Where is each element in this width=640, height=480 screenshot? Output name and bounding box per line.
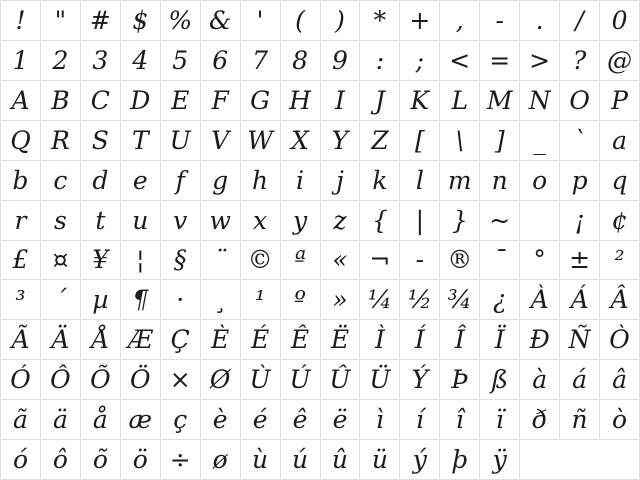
glyph-cell[interactable]: í	[400, 400, 439, 439]
glyph-cell[interactable]: ¸	[201, 280, 240, 319]
glyph-cell[interactable]: Q	[1, 121, 40, 160]
glyph-cell[interactable]: ÿ	[480, 440, 519, 479]
glyph-cell[interactable]: -	[480, 1, 519, 40]
glyph-cell[interactable]: Ö	[121, 360, 160, 399]
glyph-cell[interactable]: B	[41, 81, 80, 120]
glyph-cell[interactable]: l	[400, 161, 439, 200]
glyph-cell[interactable]: £	[1, 241, 40, 280]
glyph-cell[interactable]: w	[201, 201, 240, 240]
glyph-cell[interactable]: Ñ	[560, 320, 599, 359]
glyph-cell[interactable]: Ï	[480, 320, 519, 359]
glyph-cell[interactable]: p	[560, 161, 599, 200]
glyph-cell[interactable]: É	[241, 320, 280, 359]
glyph-cell[interactable]: q	[600, 161, 639, 200]
glyph-cell[interactable]: W	[241, 121, 280, 160]
glyph-cell[interactable]: a	[600, 121, 639, 160]
glyph-cell[interactable]: Ç	[161, 320, 200, 359]
glyph-cell[interactable]: ô	[41, 440, 80, 479]
glyph-cell[interactable]: ì	[360, 400, 399, 439]
glyph-cell[interactable]: @	[600, 41, 639, 80]
glyph-cell[interactable]: á	[560, 360, 599, 399]
glyph-cell[interactable]: ø	[201, 440, 240, 479]
glyph-cell[interactable]: 6	[201, 41, 240, 80]
glyph-cell[interactable]: ;	[400, 41, 439, 80]
glyph-cell[interactable]: Ò	[600, 320, 639, 359]
glyph-cell[interactable]: r	[1, 201, 40, 240]
glyph-cell[interactable]: 5	[161, 41, 200, 80]
glyph-cell[interactable]: V	[201, 121, 240, 160]
glyph-cell[interactable]: 9	[321, 41, 360, 80]
glyph-cell[interactable]: d	[81, 161, 120, 200]
glyph-cell[interactable]: ±	[560, 241, 599, 280]
glyph-cell[interactable]: Ø	[201, 360, 240, 399]
glyph-cell[interactable]: Ã	[1, 320, 40, 359]
glyph-cell[interactable]: Ä	[41, 320, 80, 359]
glyph-cell[interactable]: ,	[440, 1, 479, 40]
glyph-cell[interactable]: L	[440, 81, 479, 120]
glyph-cell[interactable]: Î	[440, 320, 479, 359]
glyph-cell[interactable]: ¶	[121, 280, 160, 319]
glyph-cell[interactable]: T	[121, 121, 160, 160]
glyph-cell[interactable]: ½	[400, 280, 439, 319]
glyph-cell[interactable]: ª	[281, 241, 320, 280]
glyph-cell[interactable]: ÷	[161, 440, 200, 479]
glyph-cell[interactable]: H	[281, 81, 320, 120]
glyph-cell[interactable]: Þ	[440, 360, 479, 399]
glyph-cell[interactable]: e	[121, 161, 160, 200]
glyph-cell[interactable]: ý	[400, 440, 439, 479]
glyph-cell[interactable]: Y	[321, 121, 360, 160]
glyph-cell[interactable]: <	[440, 41, 479, 80]
glyph-cell[interactable]: }	[440, 201, 479, 240]
glyph-cell[interactable]: Ü	[360, 360, 399, 399]
glyph-cell[interactable]: m	[440, 161, 479, 200]
glyph-cell[interactable]: ¨	[201, 241, 240, 280]
glyph-cell[interactable]: >	[520, 41, 559, 80]
glyph-cell[interactable]: ü	[360, 440, 399, 479]
glyph-cell[interactable]: `	[560, 121, 599, 160]
glyph-cell[interactable]: æ	[121, 400, 160, 439]
glyph-cell[interactable]: 0	[600, 1, 639, 40]
glyph-cell[interactable]: {	[360, 201, 399, 240]
glyph-cell[interactable]: Â	[600, 280, 639, 319]
glyph-cell[interactable]: ê	[281, 400, 320, 439]
glyph-cell[interactable]: Õ	[81, 360, 120, 399]
glyph-cell[interactable]: ä	[41, 400, 80, 439]
glyph-cell[interactable]: *	[360, 1, 399, 40]
glyph-cell[interactable]: ´	[41, 280, 80, 319]
empty-area	[520, 440, 639, 479]
glyph-cell[interactable]: 8	[281, 41, 320, 80]
glyph-cell[interactable]: U	[161, 121, 200, 160]
glyph-cell[interactable]: º	[281, 280, 320, 319]
glyph-cell[interactable]: ç	[161, 400, 200, 439]
glyph-cell[interactable]: E	[161, 81, 200, 120]
glyph-cell[interactable]: k	[360, 161, 399, 200]
glyph-cell[interactable]: ó	[1, 440, 40, 479]
glyph-cell[interactable]: Ì	[360, 320, 399, 359]
glyph-cell[interactable]: \	[440, 121, 479, 160]
glyph-cell[interactable]: ]	[480, 121, 519, 160]
glyph-cell[interactable]: [	[400, 121, 439, 160]
glyph-cell[interactable]: ¬	[360, 241, 399, 280]
glyph-cell[interactable]: ©	[241, 241, 280, 280]
glyph-cell[interactable]: C	[81, 81, 120, 120]
glyph-cell[interactable]: ã	[1, 400, 40, 439]
glyph-cell[interactable]: ®	[440, 241, 479, 280]
glyph-cell[interactable]: ö	[121, 440, 160, 479]
glyph-cell[interactable]: 4	[121, 41, 160, 80]
glyph-cell[interactable]: â	[600, 360, 639, 399]
glyph-cell[interactable]: ¥	[81, 241, 120, 280]
glyph-cell[interactable]: $	[121, 1, 160, 40]
glyph-cell[interactable]: &	[201, 1, 240, 40]
glyph-cell[interactable]: ¦	[121, 241, 160, 280]
glyph-cell[interactable]: "	[41, 1, 80, 40]
glyph-cell[interactable]: ¡	[560, 201, 599, 240]
glyph-cell[interactable]: 7	[241, 41, 280, 80]
glyph-cell[interactable]: X	[281, 121, 320, 160]
glyph-cell[interactable]: F	[201, 81, 240, 120]
glyph-cell[interactable]: ù	[241, 440, 280, 479]
glyph-cell[interactable]: ¾	[440, 280, 479, 319]
glyph-cell[interactable]: å	[81, 400, 120, 439]
glyph-cell[interactable]: ¢	[600, 201, 639, 240]
glyph-cell[interactable]: Z	[360, 121, 399, 160]
glyph-cell[interactable]: '	[241, 1, 280, 40]
glyph-cell[interactable]: u	[121, 201, 160, 240]
glyph-cell[interactable]: I	[321, 81, 360, 120]
glyph-cell[interactable]: O	[560, 81, 599, 120]
glyph-cell[interactable]: j	[321, 161, 360, 200]
glyph-cell[interactable]: g	[201, 161, 240, 200]
glyph-cell[interactable]: =	[480, 41, 519, 80]
glyph-cell[interactable]: é	[241, 400, 280, 439]
glyph-cell[interactable]: -	[400, 241, 439, 280]
glyph-cell[interactable]: )	[321, 1, 360, 40]
glyph-cell[interactable]: ò	[600, 400, 639, 439]
glyph-cell[interactable]: ·	[161, 280, 200, 319]
glyph-cell[interactable]: ¼	[360, 280, 399, 319]
glyph-cell[interactable]: x	[241, 201, 280, 240]
glyph-cell[interactable]: |	[400, 201, 439, 240]
glyph-cell[interactable]: »	[321, 280, 360, 319]
glyph-cell[interactable]: õ	[81, 440, 120, 479]
glyph-cell[interactable]: y	[281, 201, 320, 240]
glyph-cell[interactable]: Ë	[321, 320, 360, 359]
glyph-cell[interactable]: à	[520, 360, 559, 399]
glyph-cell[interactable]: %	[161, 1, 200, 40]
glyph-cell[interactable]: 1	[1, 41, 40, 80]
glyph-cell[interactable]: ×	[161, 360, 200, 399]
glyph-cell[interactable]: /	[560, 1, 599, 40]
glyph-cell[interactable]: 3	[81, 41, 120, 80]
glyph-cell[interactable]: ñ	[560, 400, 599, 439]
glyph-cell[interactable]: Ô	[41, 360, 80, 399]
glyph-cell[interactable]: ²	[600, 241, 639, 280]
glyph-cell[interactable]: v	[161, 201, 200, 240]
glyph-cell[interactable]: f	[161, 161, 200, 200]
glyph-cell[interactable]: h	[241, 161, 280, 200]
glyph-cell[interactable]: ¹	[241, 280, 280, 319]
glyph-cell[interactable]: z	[321, 201, 360, 240]
glyph-cell[interactable]: Ê	[281, 320, 320, 359]
glyph-cell[interactable]: À	[520, 280, 559, 319]
glyph-cell[interactable]: Á	[560, 280, 599, 319]
glyph-cell[interactable]: ð	[520, 400, 559, 439]
glyph-cell[interactable]: ~	[480, 201, 519, 240]
glyph-cell[interactable]: ?	[560, 41, 599, 80]
glyph-cell[interactable]: þ	[440, 440, 479, 479]
glyph-cell[interactable]: D	[121, 81, 160, 120]
glyph-cell[interactable]: R	[41, 121, 80, 160]
glyph-cell[interactable]: 2	[41, 41, 80, 80]
glyph-cell[interactable]: J	[360, 81, 399, 120]
glyph-cell[interactable]: !	[1, 1, 40, 40]
glyph-cell[interactable]: Í	[400, 320, 439, 359]
glyph-cell[interactable]: A	[1, 81, 40, 120]
glyph-cell[interactable]: ¯	[480, 241, 519, 280]
glyph-cell[interactable]: _	[520, 121, 559, 160]
glyph-cell[interactable]: s	[41, 201, 80, 240]
glyph-cell[interactable]: K	[400, 81, 439, 120]
glyph-cell[interactable]: i	[281, 161, 320, 200]
glyph-cell[interactable]: :	[360, 41, 399, 80]
glyph-cell[interactable]: Û	[321, 360, 360, 399]
glyph-cell[interactable]: (	[281, 1, 320, 40]
glyph-cell[interactable]: N	[520, 81, 559, 120]
glyph-cell[interactable]: G	[241, 81, 280, 120]
glyph-cell[interactable]: t	[81, 201, 120, 240]
glyph-cell[interactable]: ¤	[41, 241, 80, 280]
glyph-cell[interactable]: ß	[480, 360, 519, 399]
glyph-cell[interactable]: ë	[321, 400, 360, 439]
glyph-cell[interactable]: ï	[480, 400, 519, 439]
glyph-cell[interactable]: Ð	[520, 320, 559, 359]
glyph-cell[interactable]: °	[520, 241, 559, 280]
glyph-cell[interactable]: û	[321, 440, 360, 479]
glyph-cell[interactable]: ú	[281, 440, 320, 479]
glyph-cell[interactable]: c	[41, 161, 80, 200]
glyph-cell[interactable]: Ó	[1, 360, 40, 399]
glyph-cell[interactable]: Ù	[241, 360, 280, 399]
glyph-cell[interactable]: è	[201, 400, 240, 439]
glyph-cell[interactable]: Æ	[121, 320, 160, 359]
glyph-cell[interactable]: b	[1, 161, 40, 200]
glyph-cell[interactable]: Å	[81, 320, 120, 359]
glyph-cell[interactable]: ¿	[480, 280, 519, 319]
glyph-cell[interactable]: o	[520, 161, 559, 200]
glyph-cell[interactable]: ³	[1, 280, 40, 319]
glyph-cell[interactable]: P	[600, 81, 639, 120]
glyph-cell[interactable]: î	[440, 400, 479, 439]
glyph-cell[interactable]: M	[480, 81, 519, 120]
glyph-cell[interactable]: #	[81, 1, 120, 40]
glyph-cell[interactable]: n	[480, 161, 519, 200]
glyph-cell[interactable]: Ú	[281, 360, 320, 399]
glyph-cell[interactable]: +	[400, 1, 439, 40]
glyph-cell[interactable]: µ	[81, 280, 120, 319]
glyph-cell[interactable]: §	[161, 241, 200, 280]
glyph-cell[interactable]: .	[520, 1, 559, 40]
glyph-cell[interactable]: È	[201, 320, 240, 359]
glyph-cell[interactable]: «	[321, 241, 360, 280]
glyph-cell[interactable]: Ý	[400, 360, 439, 399]
glyph-cell[interactable]: S	[81, 121, 120, 160]
glyph-cell[interactable]	[520, 201, 559, 240]
